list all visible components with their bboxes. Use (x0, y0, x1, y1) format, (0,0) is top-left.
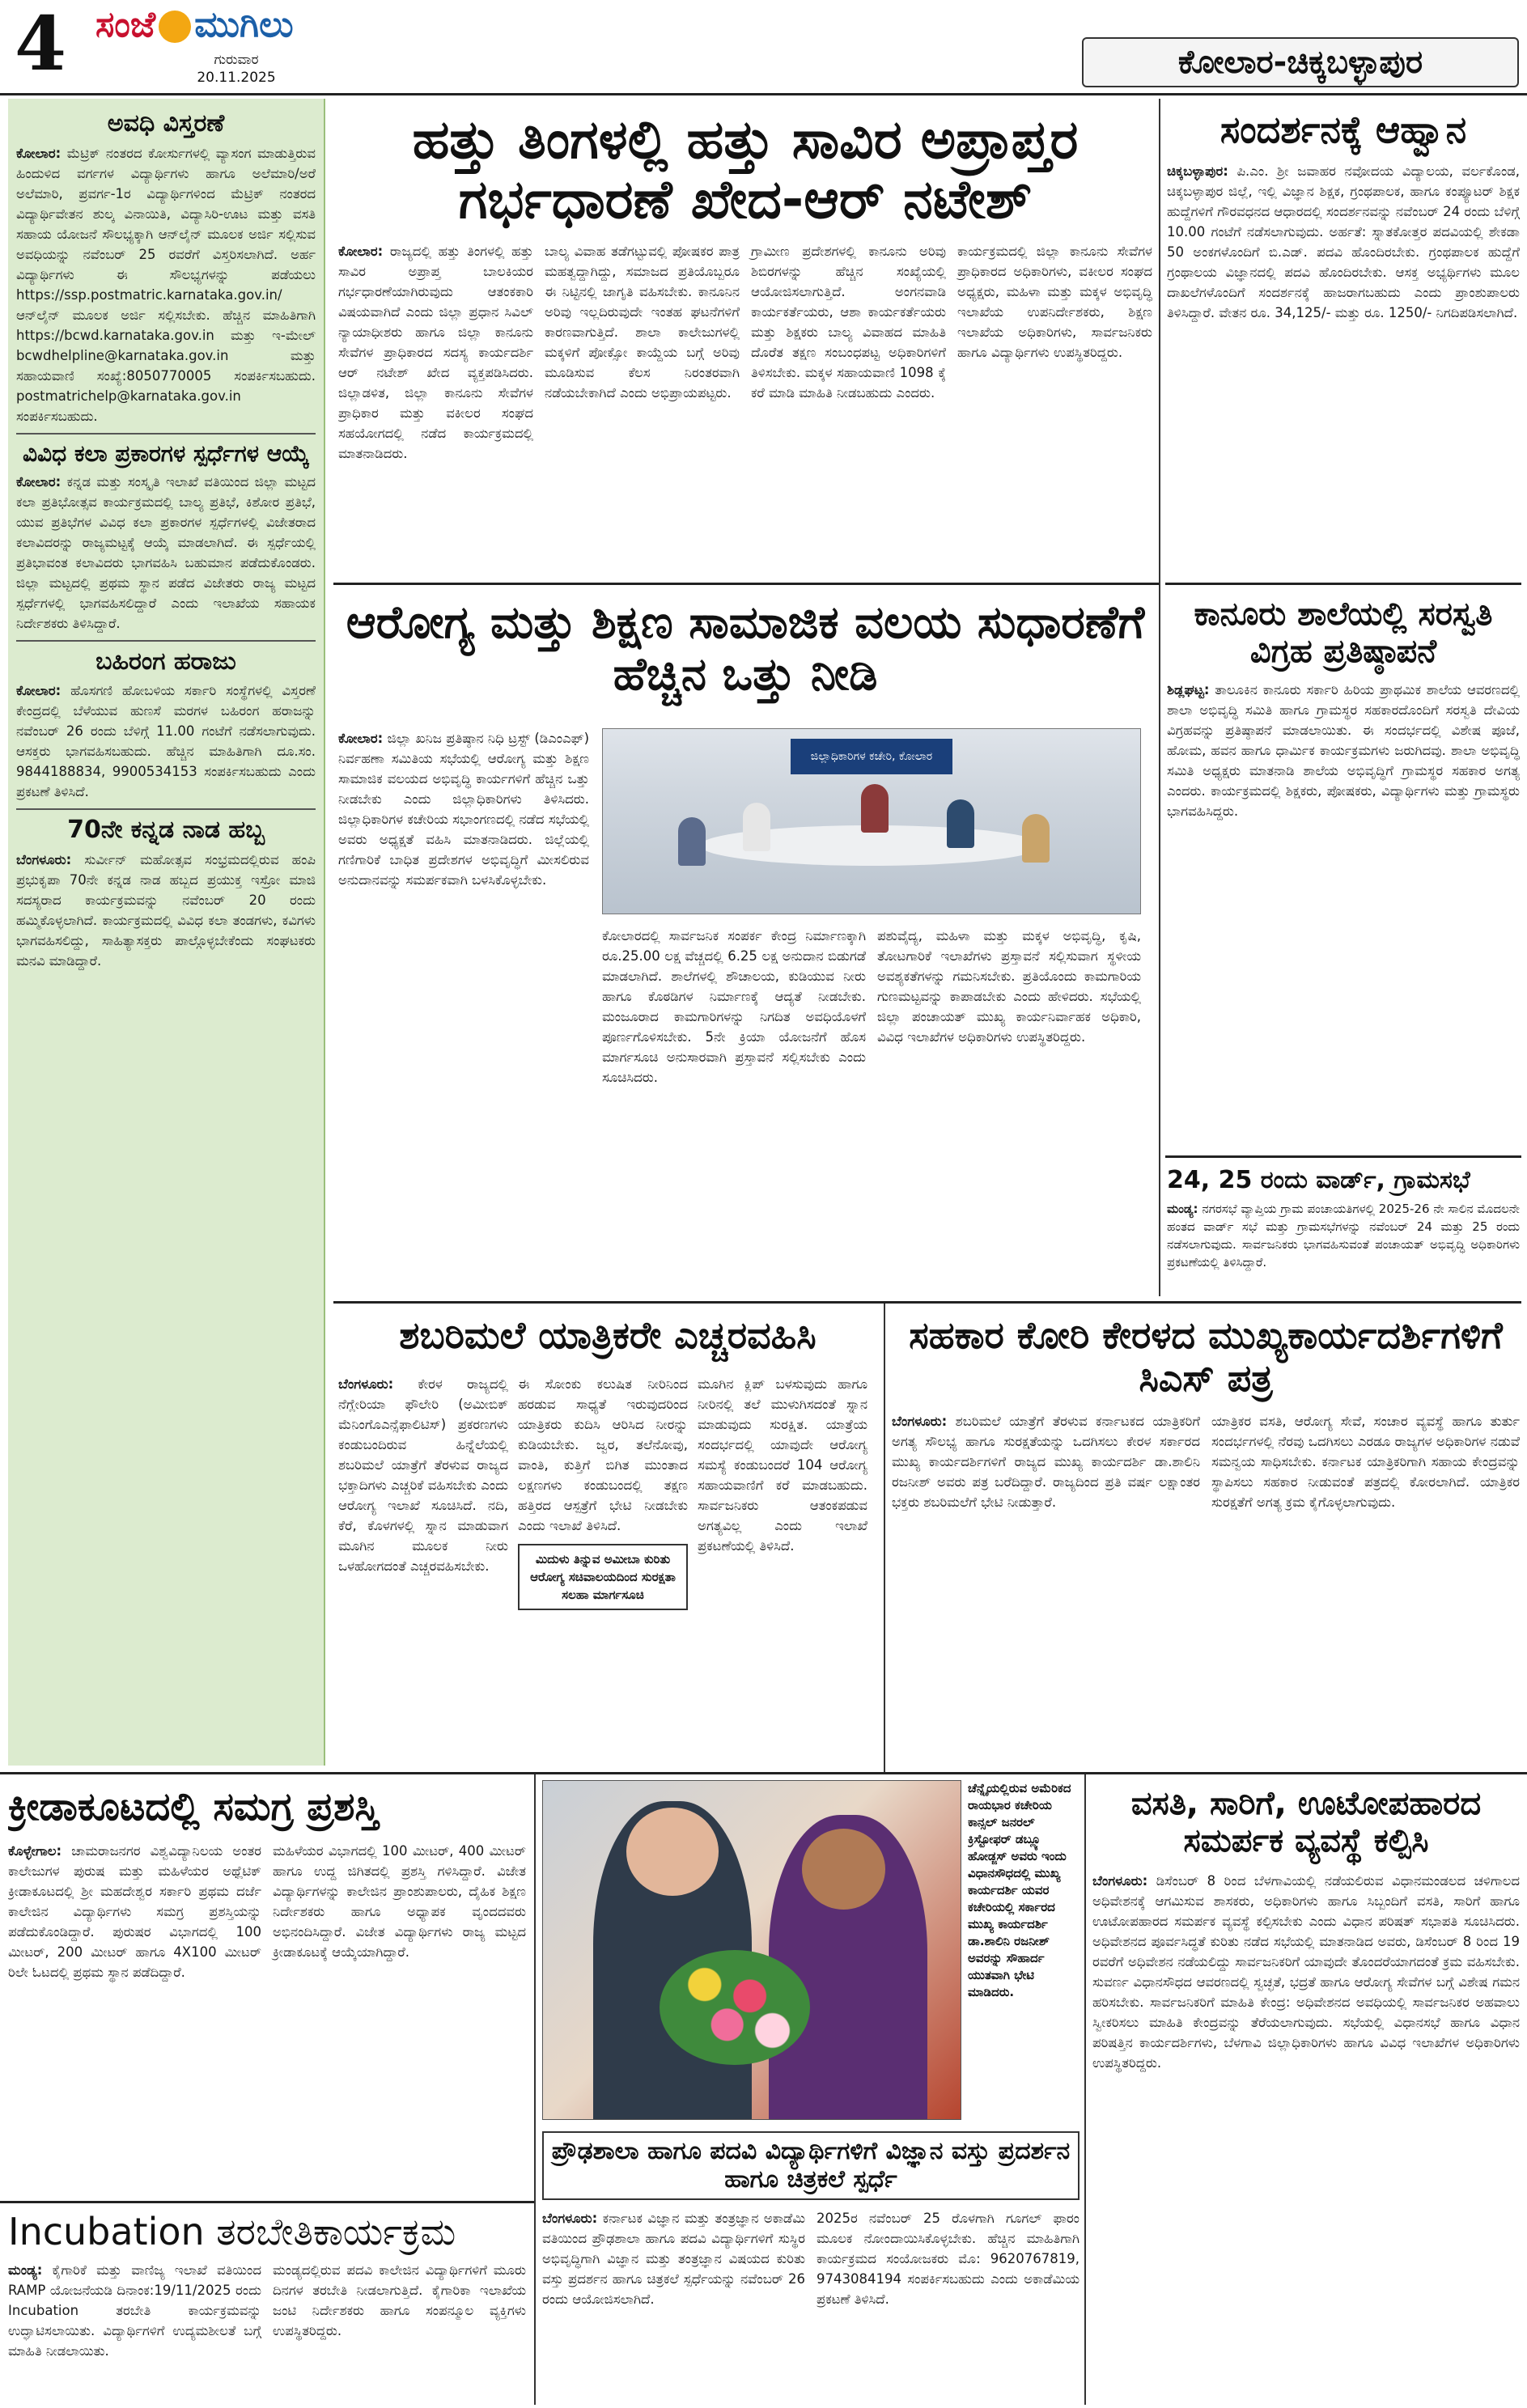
masthead (0, 0, 1527, 95)
article-natesh (338, 104, 1152, 577)
article-body: ಬೆಂಗಳೂರು: ಡಿಸೆಂಬರ್ 8 ರಿಂದ ಬೆಳಗಾವಿಯಲ್ಲಿ ನಡೆಯಲಿರುವ ವಿಧಾನಮಂಡಲದ ಚಳಿಗಾಲದ ಅಧಿವೇಶನಕ್ಕೆ ಆಗಮಿಸುವ ಶಾಸಕರು, ಅಧಿಕಾರಿಗಳು ಹಾಗೂ ಸಿಬ್ಬಂದಿಗೆ ವಸತಿ, ಸಾರಿಗೆ ಹಾಗೂ ಊಟೋಪಹಾರದ ಸಮರ್ಪಕ ವ್ಯವಸ್ಥೆ ಕಲ್ಪಿಸಬೇಕು ಎಂದು ವಿಧಾನ ಪರಿಷತ್ ಸಭಾಪತಿ ಸೂಚಿಸಿದರು. ಅಧಿವೇಶನದ ಪೂರ್ವಸಿದ್ಧತೆ ಕುರಿತು ನಡೆದ ಸಭೆಯಲ್ಲಿ ಮಾತನಾಡಿದ ಅವರು, ಡಿಸೆಂಬರ್ 8 ರಿಂದ 19 ರವರೆಗೆ ಅಧಿವೇಶನ ನಡೆಯಲಿದ್ದು ಸಾರ್ವಜನಿಕರಿಗೆ ಯಾವುದೇ ತೊಂದರೆಯಾಗದಂತೆ ಕ್ರಮ ವಹಿಸಬೇಕು. ಸುವರ್ಣ ವಿಧಾನಸೌಧದ ಆವರಣದಲ್ಲಿ ಸ್ವಚ್ಛತೆ, ಭದ್ರತೆ ಹಾಗೂ ಆರೋಗ್ಯ ಸೇವೆಗಳ ಬಗ್ಗೆ ವಿಶೇಷ ಗಮನ ಹರಿಸಬೇಕು. ಸಾರ್ವಜನಿಕರಿಗೆ ಮಾಹಿತಿ ಕೇಂದ್ರ: ಅಧಿವೇಶನದ ಅವಧಿಯಲ್ಲಿ ಸಾರ್ವಜನಿಕರ ಅಹವಾಲು ಸ್ವೀಕರಿಸಲು ಮಾಹಿತಿ ಕೇಂದ್ರವನ್ನು ತೆರೆಯಲಾಗುವುದು. ಸಭೆಯಲ್ಲಿ ವಿಧಾನಸಭೆ ಹಾಗೂ ವಿಧಾನ ಪರಿಷತ್ತಿನ ಕಾರ್ಯದರ್ಶಿಗಳು, ಬೆಳಗಾವಿ ಜಿಲ್ಲಾಧಿಕಾರಿಗಳು ಹಾಗೂ ವಿವಿಧ ಇಲಾಖೆಗಳ ಅಧಿಕಾರಿಗಳು ಉಪಸ್ಥಿತರಿದ್ದರು. (1092, 1873, 1520, 2071)
brief-body: ಕೋಲಾರ: ಕನ್ನಡ ಮತ್ತು ಸಂಸ್ಕೃತಿ ಇಲಾಖೆ ವತಿಯಿಂದ ಜಿಲ್ಲಾ ಮಟ್ಟದ ಕಲಾ ಪ್ರತಿಭೋತ್ಸವ ಕಾರ್ಯಕ್ರಮದಲ್ಲಿ ಬಾಲ್ಯ ಪ್ರತಿಭೆ, ಕಿಶೋರ ಪ್ರತಿಭೆ, ಯುವ ಪ್ರತಿಭೆಗಳ ವಿವಿಧ ಕಲಾ ಪ್ರಕಾರಗಳ ಸ್ಪರ್ಧೆಗಳಲ್ಲಿ ವಿಜೇತರಾದ ಕಲಾವಿದರನ್ನು ರಾಜ್ಯಮಟ್ಟಕ್ಕೆ ಆಯ್ಕೆ ಮಾಡಲಾಗಿದೆ. ಈ ಸ್ಪರ್ಧೆಯಲ್ಲಿ ಪ್ರತಿಭಾವಂತ ಕಲಾವಿದರು ಭಾಗವಹಿಸಿ ಬಹುಮಾನ ಪಡೆದುಕೊಂಡರು. ಜಿಲ್ಲಾ ಮಟ್ಟದಲ್ಲಿ ಪ್ರಥಮ ಸ್ಥಾನ ಪಡೆದ ವಿಜೇತರು ರಾಜ್ಯ ಮಟ್ಟದ ಸ್ಪರ್ಧೆಗಳಲ್ಲಿ ಭಾಗವಹಿಸಲಿದ್ದಾರೆ ಎಂದು ಇಲಾಖೆಯ ಸಹಾಯಕ ನಿರ್ದೇಶಕರು ತಿಳಿಸಿದ್ದಾರೆ. (16, 473, 316, 631)
article-session-arrangements (1092, 1780, 1520, 2403)
article-headline: 24, 25 ರಂದು ವಾರ್ಡ್, ಗ್ರಾಮಸಭೆ (1167, 1166, 1470, 1194)
section-rule (0, 2201, 534, 2203)
article-body: ಮಂಡ್ಯ: ನಗರಸಭೆ ವ್ಯಾಪ್ತಿಯ ಗ್ರಾಮ ಪಂಚಾಯತಿಗಳಲ್ಲಿ 2025-26 ನೇ ಸಾಲಿನ ಮೊದಲನೇ ಹಂತದ ವಾರ್ಡ್ ಸಭೆ ಮತ್ತು ಗ್ರಾಮಸಭೆಗಳನ್ನು ನವೆಂಬರ್ 24 ಮತ್ತು 25 ರಂದು ನಡೆಸಲಾಗುವುದು. ಸಾರ್ವಜನಿಕರು ಭಾಗವಹಿಸುವಂತೆ ಪಂಚಾಯತ್ ಅಭಿವೃದ್ಧಿ ಅಧಿಕಾರಿಗಳು ಪ್ರಕಟಣೆಯಲ್ಲಿ ತಿಳಿಸಿದ್ದಾರೆ. (1167, 1201, 1520, 1270)
person-figure (947, 799, 974, 848)
sun-icon (159, 11, 191, 43)
brief-body: ಕೋಲಾರ: ಹೊಸಗಣಿ ಹೋಬಳಿಯ ಸರ್ಕಾರಿ ಸಂಸ್ಥೆಗಳಲ್ಲಿ ವಿಸ್ತರಣೆ ಕೇಂದ್ರದಲ್ಲಿ ಬೆಳೆಯುವ ಹುಣಸೆ ಮರಗಳ ಬಹಿರಂಗ ಹರಾಜನ್ನು ನವೆಂಬರ್ 26 ರಂದು ಬೆಳಿಗ್ಗೆ 11.00 ಗಂಟೆಗೆ ನಡೆಸಲಾಗುವುದು. ಆಸಕ್ತರು ಭಾಗವಹಿಸಬಹುದು. ಹೆಚ್ಚಿನ ಮಾಹಿತಿಗಾಗಿ ದೂ.ಸಂ. 9844188834, 9900534153 ಸಂಪರ್ಕಿಸಬಹುದು ಎಂದು ಪ್ರಕಟಣೆ ತಿಳಿಸಿದೆ. (16, 683, 316, 800)
article-body-col1: ಬೆಂಗಳೂರು: ಕೇರಳ ರಾಜ್ಯದಲ್ಲಿ ನೆಗ್ಲೇರಿಯಾ ಫೌಲೇರಿ (ಅಮೀಬಿಕ್ ಮೆನಿಂಗೊಎನ್ಸೆಫಾಲಿಟಿಸ್) ಪ್ರಕರಣಗಳು ಕಂಡುಬಂದಿರುವ ಹಿನ್ನೆಲೆಯಲ್ಲಿ ಶಬರಿಮಲೆ ಯಾತ್ರೆಗೆ ತೆರಳುವ ರಾಜ್ಯದ ಭಕ್ತಾದಿಗಳು ಎಚ್ಚರಿಕೆ ವಹಿಸಬೇಕು ಎಂದು ಆರೋಗ್ಯ ಇಲಾಖೆ ಸೂಚಿಸಿದೆ. ನದಿ, ಕೆರೆ, ಕೊಳಗಳಲ್ಲಿ ಸ್ನಾನ ಮಾಡುವಾಗ ಮೂಗಿನ ಮೂಲಕ ನೀರು ಒಳಹೋಗದಂತೆ ಎಚ್ಚರವಹಿಸಬೇಕು. (338, 1376, 508, 1574)
section-rule (1165, 583, 1521, 585)
section-tag: ಕೋಲಾರ-ಚಿಕ್ಕಬಳ್ಳಾಪುರ (1082, 37, 1519, 87)
article-headline: Incubation ತರಬೇತಿಕಾರ್ಯಕ್ರಮ (8, 2210, 456, 2253)
person-figure (1022, 814, 1050, 863)
person-face (802, 1829, 885, 1910)
column-rule (1159, 99, 1160, 1296)
article-body: ಚಿಕ್ಕಬಳ್ಳಾಪುರ: ಪಿ.ಎಂ. ಶ್ರೀ ಜವಾಹರ ನವೋದಯ ವಿದ್ಯಾಲಯ, ವರ್ಲಕೊಂಡ, ಚಿಕ್ಕಬಳ್ಳಾಪುರ ಜಿಲ್ಲೆ, ಇಲ್ಲಿ ವಿಜ್ಞಾನ ಶಿಕ್ಷಕ, ಗ್ರಂಥಪಾಲಕ, ಹಾಗೂ ಕಂಪ್ಯೂಟರ್ ಶಿಕ್ಷಕ ಹುದ್ದೆಗಳಿಗೆ ಗೌರವಧನದ ಆಧಾರದಲ್ಲಿ ಸಂದರ್ಶನವನ್ನು ನವೆಂಬರ್ 24 ರಂದು ಬೆಳಿಗ್ಗೆ 10.00 ಗಂಟೆಗೆ ನಡೆಸಲಾಗುವುದು. ಅರ್ಹತೆ: ಸ್ನಾತಕೋತ್ತರ ಪದವಿಯಲ್ಲಿ ಶೇಕಡಾ 50 ಅಂಕಗಳೊಂದಿಗೆ ಬಿ.ಎಡ್. ಪದವಿ ಹೊಂದಿರಬೇಕು. ಗ್ರಂಥಪಾಲಕ ಹುದ್ದೆಗೆ ಗ್ರಂಥಾಲಯ ವಿಜ್ಞಾನದಲ್ಲಿ ಪದವಿ ಹೊಂದಿರಬೇಕು. ಆಸಕ್ತ ಅಭ್ಯರ್ಥಿಗಳು ಮೂಲ ದಾಖಲೆಗಳೊಂದಿಗೆ ಸಂದರ್ಶನಕ್ಕೆ ಹಾಜರಾಗಬಹುದು ಎಂದು ಪ್ರಾಂಶುಪಾಲರು ತಿಳಿಸಿದ್ದಾರೆ. ವೇತನ ರೂ. 34,125/- ಮತ್ತು ರೂ. 1250/- ನಿಗದಿಪಡಿಸಲಾಗಿದೆ. (1167, 163, 1520, 320)
divider (16, 808, 316, 810)
brief-headline: ವಿವಿಧ ಕಲಾ ಪ್ರಕಾರಗಳ ಸ್ಪರ್ಧೆಗಳ ಆಯ್ಕೆ (23, 439, 309, 467)
brief-body: ಕೋಲಾರ: ಮೆಟ್ರಿಕ್ ನಂತರದ ಕೋರ್ಸುಗಳಲ್ಲಿ ವ್ಯಾಸಂಗ ಮಾಡುತ್ತಿರುವ ಹಿಂದುಳಿದ ವರ್ಗಗಳ ವಿದ್ಯಾರ್ಥಿಗಳು ಹಾಗೂ ಅಲೆಮಾರಿ/ಅರೆ ಅಲೆಮಾರಿ, ಪ್ರವರ್ಗ-1ರ ವಿದ್ಯಾರ್ಥಿಗಳಿಂದ ಮೆಟ್ರಿಕ್ ನಂತರದ ವಿದ್ಯಾರ್ಥಿವೇತನ ಶುಲ್ಕ ವಿನಾಯಿತಿ, ವಿದ್ಯಾಸಿರಿ-ಊಟ ಮತ್ತು ವಸತಿ ಸಹಾಯ ಯೋಜನೆ ಸೌಲಭ್ಯಕ್ಕಾಗಿ ಆನ್‌ಲೈನ್ ಮೂಲಕ ಅರ್ಜಿ ಸಲ್ಲಿಸುವ ಅವಧಿಯನ್ನು ನವೆಂಬರ್ 25 ರವರೆಗೆ ವಿಸ್ತರಿಸಲಾಗಿದೆ. ಅರ್ಹ ವಿದ್ಯಾರ್ಥಿಗಳು ಈ ಸೌಲಭ್ಯಗಳನ್ನು ಪಡೆಯಲು https://ssp.postmatric.karnataka.gov.in/ ಆನ್‌ಲೈನ್ ಮೂಲಕ ಅರ್ಜಿ ಸಲ್ಲಿಸಬೇಕು. ಹೆಚ್ಚಿನ ಮಾಹಿತಿಗಾಗಿ https://bcwd.karnataka.gov.in ಮತ್ತು ಇ-ಮೇಲ್ bcwdhelpline@karnataka.gov.in ಮತ್ತು ಸಹಾಯವಾಣಿ ಸಂಖ್ಯೆ:8050770005 ಸಂಪರ್ಕಿಸಬಹುದು. postmatrichelp@karnataka.gov.in ಸಂಪರ್ಕಿಸಬಹುದು. (16, 145, 316, 424)
article-cs-letter (892, 1309, 1520, 1766)
divider (16, 433, 316, 435)
article-body: ಬೆಂಗಳೂರು: ಶಬರಿಮಲೆ ಯಾತ್ರೆಗೆ ತೆರಳುವ ಕರ್ನಾಟಕದ ಯಾತ್ರಿಕರಿಗೆ ಅಗತ್ಯ ಸೌಲಭ್ಯ ಹಾಗೂ ಸುರಕ್ಷತೆಯನ್ನು ಒದಗಿಸಲು ಕೇರಳ ಸರ್ಕಾರದ ಮುಖ್ಯ ಕಾರ್ಯದರ್ಶಿಗಳಿಗೆ ರಾಜ್ಯದ ಮುಖ್ಯ ಕಾರ್ಯದರ್ಶಿ ಡಾ.ಶಾಲಿನಿ ರಜನೀಶ್ ಅವರು ಪತ್ರ ಬರೆದಿದ್ದಾರೆ. ರಾಜ್ಯದಿಂದ ಪ್ರತಿ ವರ್ಷ ಲಕ್ಷಾಂತರ ಭಕ್ತರು ಶಬರಿಮಲೆಗೆ ಭೇಟಿ ನೀಡುತ್ತಾರೆ. ಯಾತ್ರಿಕರ ವಸತಿ, ಆರೋಗ್ಯ ಸೇವೆ, ಸಂಚಾರ ವ್ಯವಸ್ಥೆ ಹಾಗೂ ತುರ್ತು ಸಂದರ್ಭಗಳಲ್ಲಿ ನೆರವು ಒದಗಿಸಲು ಎರಡೂ ರಾಜ್ಯಗಳ ಅಧಿಕಾರಿಗಳ ನಡುವೆ ಸಮನ್ವಯ ಸಾಧಿಸಬೇಕು. ಕರ್ನಾಟಕ ಯಾತ್ರಿಕರಿಗಾಗಿ ಸಹಾಯ ಕೇಂದ್ರವನ್ನು ಸ್ಥಾಪಿಸಲು ಸಹಕಾರ ನೀಡುವಂತೆ ಪತ್ರದಲ್ಲಿ ಕೋರಲಾಗಿದೆ. ಯಾತ್ರಿಕರ ಸುರಕ್ಷತೆಗೆ ಅಗತ್ಯ ಕ್ರಮ ಕೈಗೊಳ್ಳಲಾಗುವುದು. (892, 1413, 1520, 1510)
brief-art-competition (16, 441, 316, 634)
article-body-col2: ಕೋಲಾರದಲ್ಲಿ ಸಾರ್ವಜನಿಕ ಸಂಪರ್ಕ ಕೇಂದ್ರ ನಿರ್ಮಾಣಕ್ಕಾಗಿ ರೂ.25.00 ಲಕ್ಷ ವೆಚ್ಚದಲ್ಲಿ 6.25 ಲಕ್ಷ ಅನುದಾನ ಬಿಡುಗಡೆ ಮಾಡಲಾಗಿದೆ. ಶಾಲೆಗಳಲ್ಲಿ ಶೌಚಾಲಯ, ಕುಡಿಯುವ ನೀರು ಹಾಗೂ ಕೊಠಡಿಗಳ ನಿರ್ಮಾಣಕ್ಕೆ ಆದ್ಯತೆ ನೀಡಬೇಕು. ಮಂಜೂರಾದ ಕಾಮಗಾರಿಗಳನ್ನು ನಿಗದಿತ ಅವಧಿಯೊಳಗೆ ಪೂರ್ಣಗೊಳಿಸಬೇಕು. 5ನೇ ಕ್ರಿಯಾ ಯೋಜನೆಗೆ ಹೊಸ ಮಾರ್ಗಸೂಚಿ ಅನುಸಾರವಾಗಿ ಪ್ರಸ್ತಾವನೆ ಸಲ್ಲಿಸಬೇಕು ಎಂದು ಸೂಚಿಸಿದರು. ಪಶುವೈದ್ಯ, ಮಹಿಳಾ ಮತ್ತು ಮಕ್ಕಳ ಅಭಿವೃದ್ಧಿ, ಕೃಷಿ, ತೋಟಗಾರಿಕೆ ಇಲಾಖೆಗಳು ಪ್ರಸ್ತಾವನೆ ಸಲ್ಲಿಸುವಾಗ ಸ್ಥಳೀಯ ಅವಶ್ಯಕತೆಗಳನ್ನು ಗಮನಿಸಬೇಕು. ಪ್ರತಿಯೊಂದು ಕಾಮಗಾರಿಯ ಗುಣಮಟ್ಟವನ್ನು ಕಾಪಾಡಬೇಕು ಎಂದು ಹೇಳಿದರು. ಸಭೆಯಲ್ಲಿ ಜಿಲ್ಲಾ ಪಂಚಾಯತ್ ಮುಖ್ಯ ಕಾರ್ಯನಿರ್ವಾಹಕ ಅಧಿಕಾರಿ, ವಿವಿಧ ಇಲಾಖೆಗಳ ಅಧಿಕಾರಿಗಳು ಉಪಸ್ಥಿತರಿದ್ದರು. (602, 928, 1141, 1085)
article-headline: ಶಬರಿಮಲೆ ಯಾತ್ರಿಕರೇ ಎಚ್ಚರವಹಿಸಿ (399, 1313, 817, 1357)
date-label: 20.11.2025 (197, 70, 276, 86)
consul-meeting-photo (542, 1780, 961, 2120)
article-headline: ಪ್ರೌಢಶಾಲಾ ಹಾಗೂ ಪದವಿ ವಿದ್ಯಾರ್ಥಿಗಳಿಗೆ ವಿಜ್ಞಾನ ವಸ್ತು ಪ್ರದರ್ಶನ ಹಾಗೂ ಚಿತ್ರಕಲೆ ಸ್ಪರ್ಧೆ (542, 2131, 1080, 2200)
person-figure (861, 784, 889, 833)
photo-banner-text: ಜಿಲ್ಲಾಧಿಕಾರಿಗಳ ಕಚೇರಿ, ಕೋಲಾರ (791, 739, 952, 774)
left-briefs-column (8, 99, 325, 1766)
article-body: ಕೊಳ್ಳೇಗಾಲ: ಚಾಮರಾಜನಗರ ವಿಶ್ವವಿದ್ಯಾನಿಲಯ ಅಂತರ ಕಾಲೇಜುಗಳ ಪುರುಷ ಮತ್ತು ಮಹಿಳೆಯರ ಅಥ್ಲೆಟಿಕ್ ಕ್ರೀಡಾಕೂಟದಲ್ಲಿ ಶ್ರೀ ಮಹದೇಶ್ವರ ಸರ್ಕಾರಿ ಪ್ರಥಮ ದರ್ಜೆ ಕಾಲೇಜಿನ ವಿದ್ಯಾರ್ಥಿಗಳು ಸಮಗ್ರ ಪ್ರಶಸ್ತಿಯನ್ನು ಪಡೆದುಕೊಂಡಿದ್ದಾರೆ. ಪುರುಷರ ವಿಭಾಗದಲ್ಲಿ 100 ಮೀಟರ್, 200 ಮೀಟರ್ ಹಾಗೂ 4X100 ಮೀಟರ್ ರಿಲೇ ಓಟದಲ್ಲಿ ಪ್ರಥಮ ಸ್ಥಾನ ಪಡೆದಿದ್ದಾರೆ. ಮಹಿಳೆಯರ ವಿಭಾಗದಲ್ಲಿ 100 ಮೀಟರ್, 400 ಮೀಟರ್ ಹಾಗೂ ಉದ್ದ ಜಿಗಿತದಲ್ಲಿ ಪ್ರಶಸ್ತಿ ಗಳಿಸಿದ್ದಾರೆ. ವಿಜೇತ ವಿದ್ಯಾರ್ಥಿಗಳನ್ನು ಕಾಲೇಜಿನ ಪ್ರಾಂಶುಪಾಲರು, ದೈಹಿಕ ಶಿಕ್ಷಣ ನಿರ್ದೇಶಕರು ಹಾಗೂ ಅಧ್ಯಾಪಕ ವೃಂದದವರು ಅಭಿನಂದಿಸಿದ್ದಾರೆ. ವಿಜೇತ ವಿದ್ಯಾರ್ಥಿಗಳು ರಾಜ್ಯ ಮಟ್ಟದ ಕ್ರೀಡಾಕೂಟಕ್ಕೆ ಆಯ್ಕೆಯಾಗಿದ್ದಾರೆ. (8, 1843, 526, 1981)
article-science-exhibition (542, 2126, 1080, 2402)
article-shabarimale (338, 1309, 877, 1766)
article-kanuru-school (1167, 591, 1520, 1149)
article-body-col1: ಕೋಲಾರ: ಜಿಲ್ಲಾ ಖನಿಜ ಪ್ರತಿಷ್ಠಾನ ನಿಧಿ ಟ್ರಸ್ಟ್ (ಡಿಎಂಎಫ್) ನಿರ್ವಹಣಾ ಸಮಿತಿಯ ಸಭೆಯಲ್ಲಿ ಆರೋಗ್ಯ ಮತ್ತು ಶಿಕ್ಷಣ ಸಾಮಾಜಿಕ ವಲಯದ ಅಭಿವೃದ್ಧಿ ಕಾರ್ಯಗಳಿಗೆ ಹೆಚ್ಚಿನ ಒತ್ತು ನೀಡಬೇಕು ಎಂದು ಜಿಲ್ಲಾಧಿಕಾರಿಗಳು ತಿಳಿಸಿದರು. ಜಿಲ್ಲಾಧಿಕಾರಿಗಳ ಕಚೇರಿಯ ಸಭಾಂಗಣದಲ್ಲಿ ನಡೆದ ಸಭೆಯಲ್ಲಿ ಅವರು ಅಧ್ಯಕ್ಷತೆ ವಹಿಸಿ ಮಾತನಾಡಿದರು. ಜಿಲ್ಲೆಯಲ್ಲಿ ಗಣಿಗಾರಿಕೆ ಬಾಧಿತ ಪ್ರದೇಶಗಳ ಅಭಿವೃದ್ಧಿಗೆ ಮೀಸಲಿರುವ ಅನುದಾನವನ್ನು ಸಮರ್ಪಕವಾಗಿ ಬಳಸಿಕೊಳ್ಳಬೇಕು. (338, 731, 590, 888)
article-body-col2: ಈ ಸೋಂಕು ಕಲುಷಿತ ನೀರಿನಿಂದ ಹರಡುವ ಸಾಧ್ಯತೆ ಇರುವುದರಿಂದ ಯಾತ್ರಿಕರು ಕುದಿಸಿ ಆರಿಸಿದ ನೀರನ್ನು ಕುಡಿಯಬೇಕು. ಜ್ವರ, ತಲೆನೋವು, ವಾಂತಿ, ಕುತ್ತಿಗೆ ಬಿಗಿತ ಮುಂತಾದ ಲಕ್ಷಣಗಳು ಕಂಡುಬಂದಲ್ಲಿ ತಕ್ಷಣ ಹತ್ತಿರದ ಆಸ್ಪತ್ರೆಗೆ ಭೇಟಿ ನೀಡಬೇಕು ಎಂದು ಇಲಾಖೆ ತಿಳಿಸಿದೆ. ಮಿದುಳು ತಿನ್ನುವ ಅಮೀಬಾ ಕುರಿತು ಆರೋಗ್ಯ ಸಚಿವಾಲಯದಿಂದ ಸುರಕ್ಷತಾ ಸಲಹಾ ಮಾರ್ಗಸೂಚಿ (518, 1374, 688, 1610)
article-body: ಬೆಂಗಳೂರು: ಕರ್ನಾಟಕ ವಿಜ್ಞಾನ ಮತ್ತು ತಂತ್ರಜ್ಞಾನ ಅಕಾಡೆಮಿ ವತಿಯಿಂದ ಪ್ರೌಢಶಾಲಾ ಹಾಗೂ ಪದವಿ ವಿದ್ಯಾರ್ಥಿಗಳಿಗೆ ಸುಸ್ಥಿರ ಅಭಿವೃದ್ಧಿಗಾಗಿ ವಿಜ್ಞಾನ ಮತ್ತು ತಂತ್ರಜ್ಞಾನ ವಿಷಯದ ಕುರಿತು ವಸ್ತು ಪ್ರದರ್ಶನ ಹಾಗೂ ಚಿತ್ರಕಲೆ ಸ್ಪರ್ಧೆಯನ್ನು ನವೆಂಬರ್ 26 ರಂದು ಆಯೋಜಿಸಲಾಗಿದೆ. 2025ರ ನವೆಂಬರ್ 25 ರೊಳಗಾಗಿ ಗೂಗಲ್ ಫಾರಂ ಮೂಲಕ ನೋಂದಾಯಿಸಿಕೊಳ್ಳಬೇಕು. ಹೆಚ್ಚಿನ ಮಾಹಿತಿಗಾಗಿ ಕಾರ್ಯಕ್ರಮದ ಸಂಯೋಜಕರು ಮೊ: 9620767819, 9743084194 ಸಂಪರ್ಕಿಸಬಹುದು ಎಂದು ಅಕಾಡೆಮಿಯ ಪ್ರಕಟಣೆ ತಿಳಿಸಿದೆ. (542, 2211, 1080, 2307)
divider (16, 640, 316, 642)
article-ward-sabha (1167, 1162, 1520, 1295)
brand-name-right: ಮುಗಿಲು (194, 4, 294, 45)
article-sports (8, 1780, 526, 2194)
section-rule (333, 583, 1159, 585)
page-number: 4 (15, 0, 67, 87)
section-rule (1165, 1155, 1521, 1158)
brief-auction (16, 648, 316, 803)
column-rule (884, 1303, 885, 1772)
article-health-education (338, 591, 1152, 1295)
brief-headline: ಬಹಿರಂಗ ಹರಾಜು (95, 647, 236, 676)
article-headline: ಆರೋಗ್ಯ ಮತ್ತು ಶಿಕ್ಷಣ ಸಾಮಾಜಿಕ ವಲಯ ಸುಧಾರಣೆಗೆ ಹೆಚ್ಚಿನ ಒತ್ತು ನೀಡಿ (346, 596, 1145, 702)
brief-headline: ಅವಧಿ ವಿಸ್ತರಣೆ (107, 109, 225, 138)
article-body: ಮಂಡ್ಯ: ಕೈಗಾರಿಕೆ ಮತ್ತು ವಾಣಿಜ್ಯ ಇಲಾಖೆ ವತಿಯಿಂದ RAMP ಯೋಜನೆಯಡಿ ದಿನಾಂಕ:19/11/2025 ರಂದು Incubation ತರಬೇತಿ ಕಾರ್ಯಕ್ರಮವನ್ನು ಉದ್ಘಾಟಿಸಲಾಯಿತು. ವಿದ್ಯಾರ್ಥಿಗಳಿಗೆ ಉದ್ಯಮಶೀಲತೆ ಬಗ್ಗೆ ಮಾಹಿತಿ ನೀಡಲಾಯಿತು. ಮಂಡ್ಯದಲ್ಲಿರುವ ಪದವಿ ಕಾಲೇಜಿನ ವಿದ್ಯಾರ್ಥಿಗಳಿಗೆ ಮೂರು ದಿನಗಳ ತರಬೇತಿ ನೀಡಲಾಗುತ್ತಿದೆ. ಕೈಗಾರಿಕಾ ಇಲಾಖೆಯ ಜಂಟಿ ನಿರ್ದೇಶಕರು ಹಾಗೂ ಸಂಪನ್ಮೂಲ ವ್ಯಕ್ತಿಗಳು ಉಪಸ್ಥಿತರಿದ್ದರು. (8, 2262, 526, 2359)
article-headline: ಸಹಕಾರ ಕೋರಿ ಕೇರಳದ ಮುಖ್ಯಕಾರ್ಯದರ್ಶಿಗಳಿಗೆ ಸಿಎಸ್ ಪತ್ರ (909, 1313, 1503, 1400)
article-headline: ಸಂದರ್ಶನಕ್ಕೆ ಆಹ್ವಾನ (1219, 108, 1467, 151)
article-headline: ವಸತಿ, ಸಾರಿಗೆ, ಊಟೋಪಹಾರದ ಸಮರ್ಪಕ ವ್ಯವಸ್ಥೆ ಕಲ್ಪಿಸಿ (1130, 1785, 1482, 1859)
person-figure (678, 817, 706, 866)
brand-logo (95, 3, 294, 47)
article-headline: ಕಾನೂರು ಶಾಲೆಯಲ್ಲಿ ಸರಸ್ವತಿ ವಿಗ್ರಹ ಪ್ರತಿಷ್ಠಾಪನೆ (1194, 596, 1493, 670)
brief-nadahabba (16, 816, 316, 971)
article-headline: ಕ್ರೀಡಾಕೂಟದಲ್ಲಿ ಸಮಗ್ರ ಪ್ರಶಸ್ತಿ (8, 1784, 379, 1829)
brand-name-left: ಸಂಜೆ (95, 4, 156, 45)
brief-extension (16, 110, 316, 426)
article-body: ಶಿಡ್ಲಘಟ್ಟ: ತಾಲೂಕಿನ ಕಾನೂರು ಸರ್ಕಾರಿ ಹಿರಿಯ ಪ್ರಾಥಮಿಕ ಶಾಲೆಯ ಆವರಣದಲ್ಲಿ ಶಾಲಾ ಅಭಿವೃದ್ಧಿ ಸಮಿತಿ ಹಾಗೂ ಗ್ರಾಮಸ್ಥರ ಸಹಕಾರದೊಂದಿಗೆ ಸರಸ್ವತಿ ದೇವಿಯ ವಿಗ್ರಹವನ್ನು ಪ್ರತಿಷ್ಠಾಪನೆ ಮಾಡಲಾಯಿತು. ಈ ಸಂದರ್ಭದಲ್ಲಿ ವಿಶೇಷ ಪೂಜೆ, ಹೋಮ, ಹವನ ಹಾಗೂ ಧಾರ್ಮಿಕ ಕಾರ್ಯಕ್ರಮಗಳು ಜರುಗಿದವು. ಶಾಲಾ ಅಭಿವೃದ್ಧಿ ಸಮಿತಿ ಅಧ್ಯಕ್ಷರು ಮಾತನಾಡಿ ಶಾಲೆಯ ಅಭಿವೃದ್ಧಿಗೆ ಗ್ರಾಮಸ್ಥರ ಸಹಕಾರ ಅಗತ್ಯ ಎಂದರು. ಕಾರ್ಯಕ್ರಮದಲ್ಲಿ ಶಿಕ್ಷಕರು, ಪೋಷಕರು, ವಿದ್ಯಾರ್ಥಿಗಳು ಮತ್ತು ಗ್ರಾಮಸ್ಥರು ಭಾಗವಹಿಸಿದ್ದರು. (1167, 682, 1520, 819)
article-body-col3: ಮೂಗಿನ ಕ್ಲಿಪ್ ಬಳಸುವುದು ಹಾಗೂ ನೀರಿನಲ್ಲಿ ತಲೆ ಮುಳುಗಿಸದಂತೆ ಸ್ನಾನ ಮಾಡುವುದು ಸುರಕ್ಷಿತ. ಯಾತ್ರೆಯ ಸಂದರ್ಭದಲ್ಲಿ ಯಾವುದೇ ಆರೋಗ್ಯ ಸಮಸ್ಯೆ ಕಂಡುಬಂದರೆ 104 ಆರೋಗ್ಯ ಸಹಾಯವಾಣಿಗೆ ಕರೆ ಮಾಡಬಹುದು. ಸಾರ್ವಜನಿಕರು ಆತಂಕಪಡುವ ಅಗತ್ಯವಿಲ್ಲ ಎಂದು ಇಲಾಖೆ ಪ್ರಕಟಣೆಯಲ್ಲಿ ತಿಳಿಸಿದೆ. (698, 1376, 867, 1554)
day-label: ಗುರುವಾರ (214, 52, 259, 68)
photo-caption: ಚೆನ್ನೈಯಲ್ಲಿರುವ ಅಮೆರಿಕದ ರಾಯಭಾರ ಕಚೇರಿಯ ಕಾನ್ಸಲ್ ಜನರಲ್ ಕ್ರಿಸ್ಟೋಫರ್ ಡಬ್ಲ್ಯೂ ಹೋಡ್ಜಸ್ ಅವರು ಇಂದು ವಿಧಾನಸೌಧದಲ್ಲಿ ಮುಖ್ಯ ಕಾರ್ಯದರ್ಶಿ ಯವರ ಕಚೇರಿಯಲ್ಲಿ ಸರ್ಕಾರದ ಮುಖ್ಯ ಕಾರ್ಯದರ್ಶಿ ಡಾ.ಶಾಲಿನಿ ರಜನೀಶ್ ಅವರನ್ನು ಸೌಹಾರ್ದ ಯುತವಾಗಿ ಭೇಟಿ ಮಾಡಿದರು. (968, 1781, 1071, 1999)
brief-body: ಬೆಂಗಳೂರು: ಸುರ್ವೀನ್ ಮಹೋತ್ಸವ ಸಂಭ್ರಮದಲ್ಲಿರುವ ಹಂಪಿ ಪ್ರಭುಕೃಪಾ 70ನೇ ಕನ್ನಡ ನಾಡ ಹಬ್ಬದ ಪ್ರಯುಕ್ತ ಇಸ್ರೋ ಮಾಜಿ ಸದಸ್ಯರಾದ ಕಾರ್ಯಕ್ರಮವನ್ನು ನವೆಂಬರ್ 20 ರಂದು ಹಮ್ಮಿಕೊಳ್ಳಲಾಗಿದೆ. ಕಾರ್ಯಕ್ರಮದಲ್ಲಿ ವಿವಿಧ ಕಲಾ ತಂಡಗಳು, ಕವಿಗಳು ಭಾಗವಹಿಸಲಿದ್ದು, ಸಾಹಿತ್ಯಾಸಕ್ತರು ಪಾಲ್ಗೊಳ್ಳಬೇಕೆಂದು ಸಂಘಟಕರು ಮನವಿ ಮಾಡಿದ್ದಾರೆ. (16, 851, 316, 969)
section-rule (0, 1772, 1527, 1774)
article-interview-invite (1167, 104, 1520, 577)
brief-headline: 70ನೇ ಕನ್ನಡ ನಾಡ ಹಬ್ಬ (67, 816, 265, 845)
column-rule (534, 1774, 536, 2405)
advisory-box: ಮಿದುಳು ತಿನ್ನುವ ಅಮೀಬಾ ಕುರಿತು ಆರೋಗ್ಯ ಸಚಿವಾಲಯದಿಂದ ಸುರಕ್ಷತಾ ಸಲಹಾ ಮಾರ್ಗಸೂಚಿ (518, 1544, 688, 1610)
flower-bouquet (660, 1950, 810, 2065)
person-face (626, 1808, 719, 1896)
meeting-photo (602, 728, 1141, 914)
article-headline: ಹತ್ತು ತಿಂಗಳಲ್ಲಿ ಹತ್ತು ಸಾವಿರ ಅಪ್ರಾಪ್ತರ ಗರ್ಭಧಾರಣೆ ಖೇದ-ಆರ್ ನಟೇಶ್ (412, 108, 1079, 231)
person-figure (743, 803, 770, 851)
section-rule (333, 1301, 1521, 1304)
article-incubation (8, 2209, 526, 2403)
column-rule (1084, 1774, 1086, 2405)
article-body: ಕೋಲಾರ: ರಾಜ್ಯದಲ್ಲಿ ಹತ್ತು ತಿಂಗಳಲ್ಲಿ ಹತ್ತು ಸಾವಿರ ಅಪ್ರಾಪ್ತ ಬಾಲಕಿಯರ ಗರ್ಭಧಾರಣೆಯಾಗಿರುವುದು ಆತಂಕಕಾರಿ ವಿಷಯವಾಗಿದೆ ಎಂದು ಜಿಲ್ಲಾ ಪ್ರಧಾನ ಸಿವಿಲ್ ನ್ಯಾಯಾಧೀಶರು ಹಾಗೂ ಜಿಲ್ಲಾ ಕಾನೂನು ಸೇವೆಗಳ ಪ್ರಾಧಿಕಾರದ ಸದಸ್ಯ ಕಾರ್ಯದರ್ಶಿ ಆರ್ ನಟೇಶ್ ಖೇದ ವ್ಯಕ್ತಪಡಿಸಿದರು. ಜಿಲ್ಲಾಡಳಿತ, ಜಿಲ್ಲಾ ಕಾನೂನು ಸೇವೆಗಳ ಪ್ರಾಧಿಕಾರ ಮತ್ತು ವಕೀಲರ ಸಂಘದ ಸಹಯೋಗದಲ್ಲಿ ನಡೆದ ಕಾರ್ಯಕ್ರಮದಲ್ಲಿ ಮಾತನಾಡಿದರು. ಬಾಲ್ಯ ವಿವಾಹ ತಡೆಗಟ್ಟುವಲ್ಲಿ ಪೋಷಕರ ಪಾತ್ರ ಮಹತ್ವದ್ದಾಗಿದ್ದು, ಸಮಾಜದ ಪ್ರತಿಯೊಬ್ಬರೂ ಈ ನಿಟ್ಟಿನಲ್ಲಿ ಜಾಗೃತಿ ವಹಿಸಬೇಕು. ಕಾನೂನಿನ ಅರಿವು ಇಲ್ಲದಿರುವುದೇ ಇಂತಹ ಘಟನೆಗಳಿಗೆ ಕಾರಣವಾಗುತ್ತಿದೆ. ಶಾಲಾ ಕಾಲೇಜುಗಳಲ್ಲಿ ಮಕ್ಕಳಿಗೆ ಪೋಕ್ಸೋ ಕಾಯ್ದೆಯ ಬಗ್ಗೆ ಅರಿವು ಮೂಡಿಸುವ ಕೆಲಸ ನಿರಂತರವಾಗಿ ನಡೆಯಬೇಕಾಗಿದೆ ಎಂದು ಅಭಿಪ್ರಾಯಪಟ್ಟರು. ಗ್ರಾಮೀಣ ಪ್ರದೇಶಗಳಲ್ಲಿ ಕಾನೂನು ಅರಿವು ಶಿಬಿರಗಳನ್ನು ಹೆಚ್ಚಿನ ಸಂಖ್ಯೆಯಲ್ಲಿ ಆಯೋಜಿಸಲಾಗುತ್ತಿದೆ. ಅಂಗನವಾಡಿ ಕಾರ್ಯಕರ್ತೆಯರು, ಆಶಾ ಕಾರ್ಯಕರ್ತೆಯರು ಮತ್ತು ಶಿಕ್ಷಕರು ಬಾಲ್ಯ ವಿವಾಹದ ಮಾಹಿತಿ ದೊರೆತ ತಕ್ಷಣ ಸಂಬಂಧಪಟ್ಟ ಅಧಿಕಾರಿಗಳಿಗೆ ತಿಳಿಸಬೇಕು. ಮಕ್ಕಳ ಸಹಾಯವಾಣಿ 1098 ಕ್ಕೆ ಕರೆ ಮಾಡಿ ಮಾಹಿತಿ ನೀಡಬಹುದು ಎಂದರು. ಕಾರ್ಯಕ್ರಮದಲ್ಲಿ ಜಿಲ್ಲಾ ಕಾನೂನು ಸೇವೆಗಳ ಪ್ರಾಧಿಕಾರದ ಅಧಿಕಾರಿಗಳು, ವಕೀಲರ ಸಂಘದ ಅಧ್ಯಕ್ಷರು, ಮಹಿಳಾ ಮತ್ತು ಮಕ್ಕಳ ಅಭಿವೃದ್ಧಿ ಇಲಾಖೆಯ ಉಪನಿರ್ದೇಶಕರು, ಶಿಕ್ಷಣ ಇಲಾಖೆಯ ಅಧಿಕಾರಿಗಳು, ಸಾರ್ವಜನಿಕರು ಹಾಗೂ ವಿದ್ಯಾರ್ಥಿಗಳು ಉಪಸ್ಥಿತರಿದ್ದರು. (338, 243, 1152, 461)
